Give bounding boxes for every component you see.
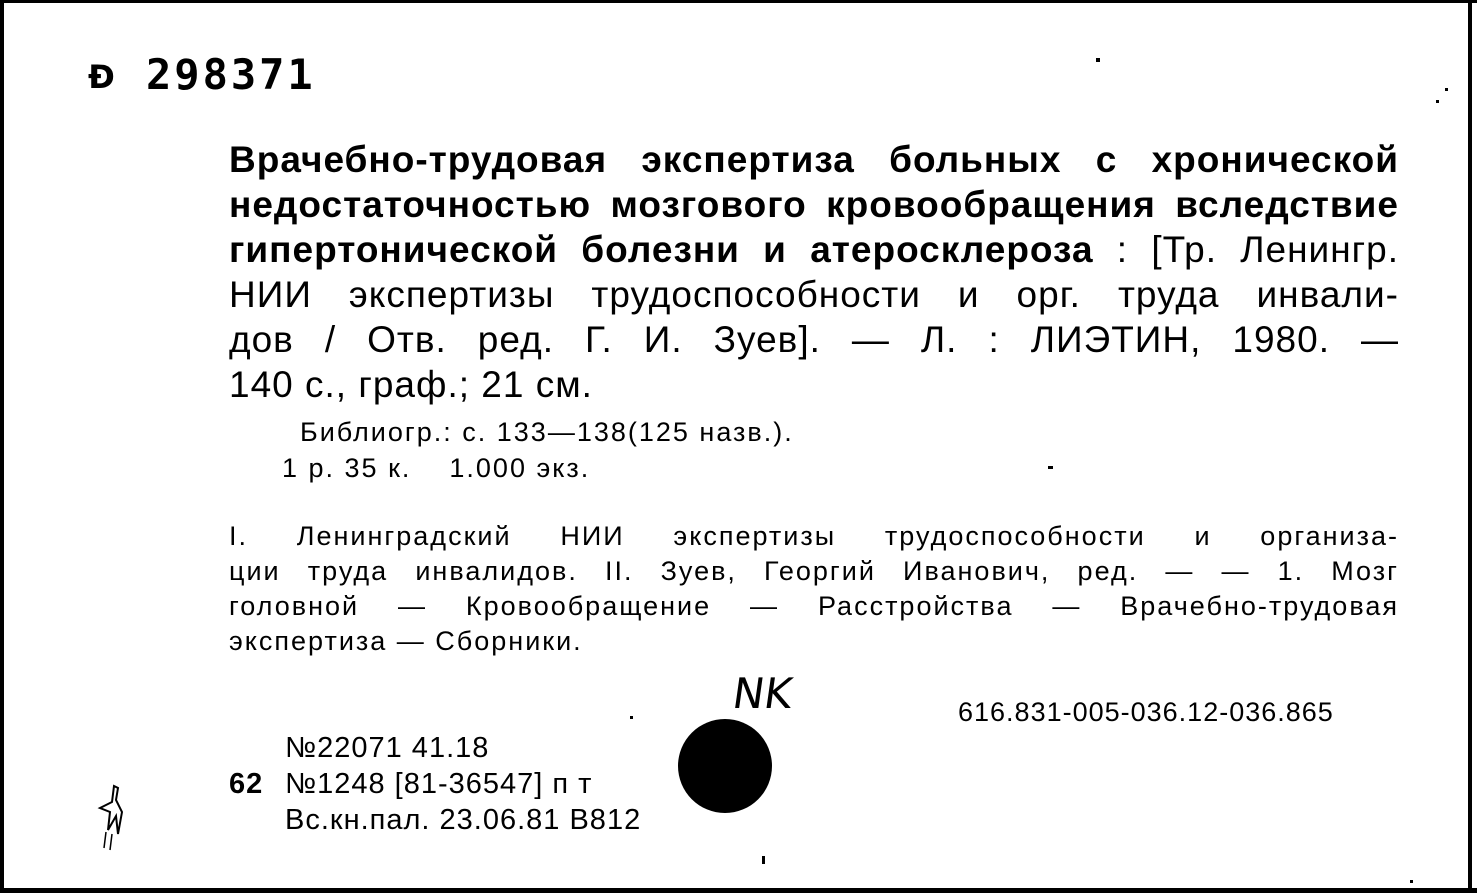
- speck: [630, 716, 633, 719]
- card-number: 298371: [146, 50, 316, 99]
- catalog-code: 62: [229, 768, 264, 800]
- catalog-info: [229, 730, 641, 838]
- order-number: №1248 [81-36547] п т: [285, 768, 593, 800]
- description-text: дов / Отв. ред. Г. И. Зуев]. — Л. : ЛИЭТИН, 1980. —: [229, 319, 1399, 360]
- description-text: 140 с., граф.; 21 см.: [229, 364, 593, 405]
- bibliography-note: Библиогр.: с. 133—138(125 назв.).: [300, 417, 794, 447]
- registration-number: №22071 41.18: [285, 732, 490, 764]
- speck: [762, 856, 765, 864]
- card-border-left: [0, 0, 4, 893]
- title-line: [229, 137, 1399, 182]
- subject-line: I. Ленинградский НИИ экспертизы трудоспособности и организа-: [229, 521, 1399, 551]
- udc-code: 616.831-005-036.12-036.865: [958, 697, 1334, 727]
- description-line: [229, 317, 1399, 362]
- title-normal-text: : [Тр. Ленингр.: [1093, 229, 1400, 270]
- subject-line: экспертиза — Сборники.: [229, 626, 583, 656]
- catalog-line: [229, 730, 641, 766]
- bibliographic-description: [229, 137, 1399, 407]
- title-line: [229, 182, 1399, 227]
- catalog-line: [229, 766, 641, 802]
- subject-line: ции труда инвалидов. II. Зуев, Георгий Иванович, ред. — — 1. Мозг: [229, 556, 1399, 586]
- card-border-bottom: [0, 888, 1477, 893]
- chamber-date: Вс.кн.пал. 23.06.81 В812: [285, 804, 642, 836]
- notes-block: [282, 414, 794, 486]
- price-note: 1 р. 35 к. 1.000 экз.: [282, 453, 591, 483]
- subject-headings: [229, 519, 1399, 659]
- speck: [1048, 466, 1053, 469]
- description-line: [229, 272, 1399, 317]
- handwritten-scribble-icon: [92, 782, 132, 852]
- description-line: [229, 362, 1399, 407]
- speck: [1436, 100, 1439, 103]
- title-bold-text: Врачебно-трудовая экспертиза больных с хронической: [229, 139, 1399, 180]
- speck: [1445, 88, 1448, 91]
- title-bold-text: недостаточностью мозгового кровообращения вследствие: [229, 184, 1399, 225]
- card-border-top: [0, 0, 1477, 3]
- description-text: НИИ экспертизы трудоспособности и орг. труда инвали-: [229, 274, 1399, 315]
- subject-line: головной — Кровообращение — Расстройства — Врачебно-трудовая: [229, 591, 1399, 621]
- card-border-right: [1468, 0, 1472, 893]
- speck: [1096, 58, 1100, 62]
- card-prefix: Ð: [88, 58, 115, 96]
- title-line: [229, 227, 1399, 272]
- speck: [1410, 880, 1413, 883]
- catalog-line: [229, 802, 641, 838]
- title-bold-text: гипертонической болезни и атеросклероза: [229, 229, 1094, 270]
- handwritten-mark: NK: [729, 669, 796, 718]
- punch-hole: [678, 719, 772, 813]
